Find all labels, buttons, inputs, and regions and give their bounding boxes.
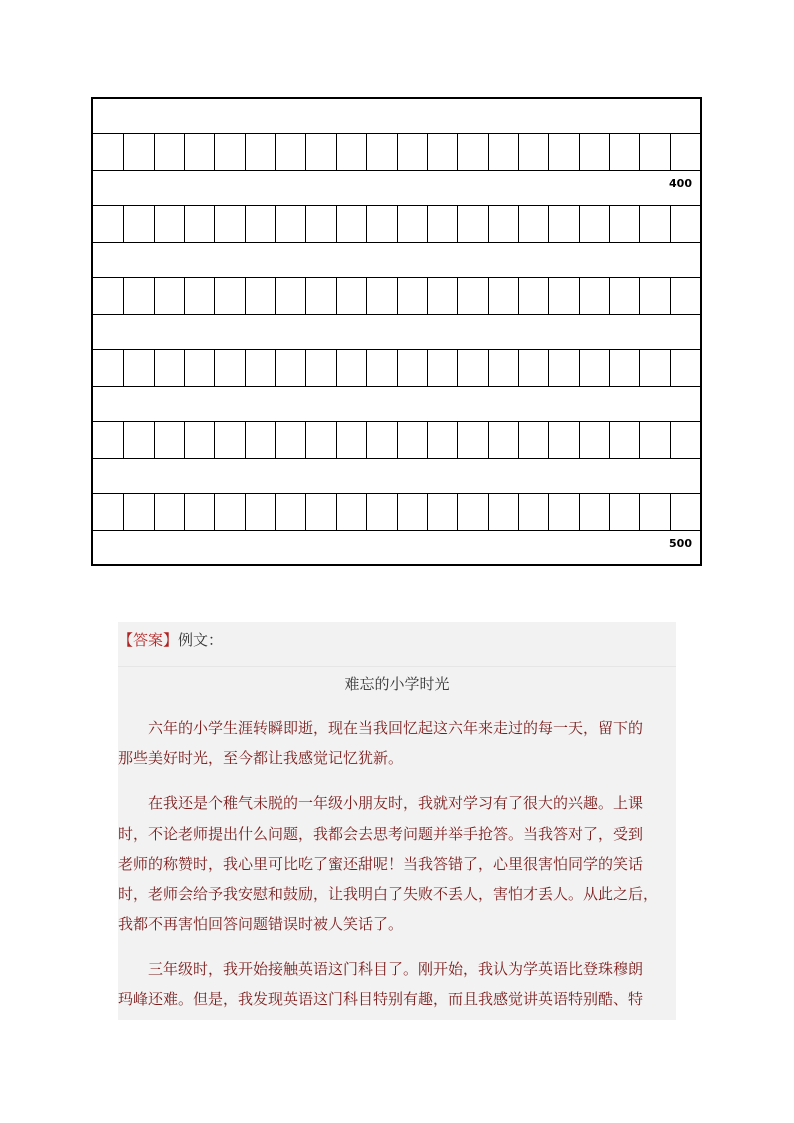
grid-cell-divider — [639, 134, 640, 170]
essay-line: 三年级时，我开始接触英语这门科目了。刚开始，我认为学英语比登珠穆朗 — [148, 960, 644, 978]
grid-cell-divider — [305, 350, 306, 386]
grid-cell-divider — [366, 422, 367, 458]
grid-cell-divider — [184, 134, 185, 170]
grid-cell-divider — [123, 134, 124, 170]
grid-cell-divider — [427, 350, 428, 386]
grid-row — [93, 349, 700, 387]
grid-cell-divider — [214, 494, 215, 530]
grid-row — [93, 133, 700, 171]
essay-line: 那些美好时光，至今都让我感觉记忆犹新。 — [118, 749, 404, 767]
grid-cell-divider — [639, 278, 640, 314]
grid-cell-divider — [245, 350, 246, 386]
grid-cell-divider — [366, 494, 367, 530]
grid-cell-divider — [670, 422, 671, 458]
answer-section — [118, 622, 676, 1020]
grid-cell-divider — [154, 278, 155, 314]
essay-line: 我都不再害怕回答问题错误时被人笑话了。 — [118, 915, 404, 933]
grid-cell-divider — [214, 278, 215, 314]
grid-cell-divider — [123, 278, 124, 314]
grid-cell-divider — [214, 350, 215, 386]
grid-cell-divider — [214, 206, 215, 242]
grid-cell-divider — [670, 494, 671, 530]
grid-cell-divider — [518, 134, 519, 170]
grid-cell-divider — [548, 134, 549, 170]
grid-cell-divider — [518, 278, 519, 314]
grid-cell-divider — [397, 134, 398, 170]
grid-cell-divider — [639, 350, 640, 386]
answer-label-mark: 【答案】 — [118, 631, 179, 649]
grid-cell-divider — [609, 422, 610, 458]
grid-cell-divider — [366, 278, 367, 314]
grid-cell-divider — [336, 350, 337, 386]
grid-cell-divider — [548, 494, 549, 530]
grid-cell-divider — [488, 134, 489, 170]
grid-row — [93, 277, 700, 315]
grid-row — [93, 421, 700, 459]
grid-cell-divider — [579, 350, 580, 386]
grid-cell-divider — [579, 422, 580, 458]
grid-cell-divider — [609, 278, 610, 314]
grid-cell-divider — [305, 206, 306, 242]
manuscript-grid — [91, 97, 702, 566]
grid-cell-divider — [488, 422, 489, 458]
grid-cell-divider — [548, 278, 549, 314]
grid-cell-divider — [245, 422, 246, 458]
essay-line: 老师的称赞时，我心里可比吃了蜜还甜呢！当我答错了，心里很害怕同学的笑话 — [118, 855, 644, 873]
grid-cell-divider — [427, 422, 428, 458]
grid-cell-divider — [184, 206, 185, 242]
grid-cell-divider — [579, 278, 580, 314]
grid-cell-divider — [488, 278, 489, 314]
essay-title: 难忘的小学时光 — [344, 675, 450, 693]
essay-line: 在我还是个稚气未脱的一年级小朋友时，我就对学习有了很大的兴趣。上课 — [148, 794, 644, 812]
grid-cell-divider — [397, 494, 398, 530]
grid-cell-divider — [609, 134, 610, 170]
grid-cell-divider — [154, 206, 155, 242]
grid-cell-divider — [123, 350, 124, 386]
grid-cell-divider — [336, 494, 337, 530]
grid-cell-divider — [366, 206, 367, 242]
grid-cell-divider — [427, 494, 428, 530]
grid-cell-divider — [275, 422, 276, 458]
grid-cell-divider — [184, 350, 185, 386]
grid-cell-divider — [245, 494, 246, 530]
grid-cell-divider — [245, 206, 246, 242]
grid-cell-divider — [397, 278, 398, 314]
grid-cell-divider — [670, 206, 671, 242]
grid-cell-divider — [579, 134, 580, 170]
grid-cell-divider — [579, 206, 580, 242]
grid-cell-divider — [154, 134, 155, 170]
grid-cell-divider — [275, 134, 276, 170]
essay-line: 玛峰还难。但是，我发现英语这门科目特别有趣，而且我感觉讲英语特别酷、特 — [118, 990, 644, 1008]
grid-cell-divider — [457, 278, 458, 314]
grid-cell-divider — [305, 494, 306, 530]
grid-cell-divider — [427, 278, 428, 314]
grid-cell-divider — [123, 494, 124, 530]
grid-cell-divider — [609, 206, 610, 242]
grid-cell-divider — [184, 422, 185, 458]
grid-cell-divider — [305, 422, 306, 458]
grid-cell-divider — [336, 206, 337, 242]
grid-cell-divider — [123, 422, 124, 458]
divider — [118, 666, 676, 667]
grid-cell-divider — [670, 350, 671, 386]
grid-cell-divider — [366, 350, 367, 386]
grid-cell-divider — [518, 422, 519, 458]
essay-line: 时，老师会给予我安慰和鼓励，让我明白了失败不丢人，害怕才丢人。从此之后， — [118, 885, 659, 903]
grid-cell-divider — [609, 350, 610, 386]
answer-label-text: 例文： — [178, 631, 224, 649]
grid-cell-divider — [457, 206, 458, 242]
grid-cell-divider — [275, 350, 276, 386]
grid-cell-divider — [245, 278, 246, 314]
grid-cell-divider — [639, 494, 640, 530]
word-count-marker: 400 — [669, 177, 692, 190]
grid-cell-divider — [670, 134, 671, 170]
grid-cell-divider — [548, 422, 549, 458]
grid-cell-divider — [397, 206, 398, 242]
essay-line: 时，不论老师提出什么问题，我都会去思考问题并举手抢答。当我答对了，受到 — [118, 825, 644, 843]
grid-cell-divider — [518, 350, 519, 386]
grid-row — [93, 205, 700, 243]
grid-cell-divider — [275, 278, 276, 314]
grid-cell-divider — [336, 278, 337, 314]
grid-cell-divider — [427, 134, 428, 170]
grid-cell-divider — [184, 278, 185, 314]
grid-cell-divider — [457, 494, 458, 530]
answer-label — [118, 630, 223, 650]
grid-cell-divider — [609, 494, 610, 530]
grid-cell-divider — [123, 206, 124, 242]
grid-cell-divider — [154, 494, 155, 530]
grid-cell-divider — [670, 278, 671, 314]
grid-cell-divider — [336, 422, 337, 458]
grid-cell-divider — [214, 422, 215, 458]
grid-cell-divider — [518, 206, 519, 242]
grid-cell-divider — [488, 206, 489, 242]
grid-cell-divider — [275, 494, 276, 530]
grid-cell-divider — [639, 422, 640, 458]
grid-cell-divider — [579, 494, 580, 530]
grid-cell-divider — [245, 134, 246, 170]
grid-cell-divider — [457, 134, 458, 170]
grid-cell-divider — [305, 278, 306, 314]
grid-cell-divider — [548, 350, 549, 386]
grid-cell-divider — [488, 494, 489, 530]
grid-cell-divider — [275, 206, 276, 242]
grid-cell-divider — [518, 494, 519, 530]
grid-cell-divider — [639, 206, 640, 242]
grid-cell-divider — [305, 134, 306, 170]
grid-cell-divider — [366, 134, 367, 170]
grid-cell-divider — [336, 134, 337, 170]
grid-cell-divider — [427, 206, 428, 242]
grid-cell-divider — [214, 134, 215, 170]
grid-cell-divider — [397, 350, 398, 386]
grid-cell-divider — [488, 350, 489, 386]
grid-cell-divider — [397, 422, 398, 458]
grid-cell-divider — [154, 422, 155, 458]
grid-cell-divider — [154, 350, 155, 386]
grid-cell-divider — [457, 350, 458, 386]
essay-line: 六年的小学生涯转瞬即逝，现在当我回忆起这六年来走过的每一天，留下的 — [148, 719, 644, 737]
word-count-marker: 500 — [669, 537, 692, 550]
grid-cell-divider — [457, 422, 458, 458]
grid-cell-divider — [548, 206, 549, 242]
grid-row — [93, 493, 700, 531]
grid-cell-divider — [184, 494, 185, 530]
